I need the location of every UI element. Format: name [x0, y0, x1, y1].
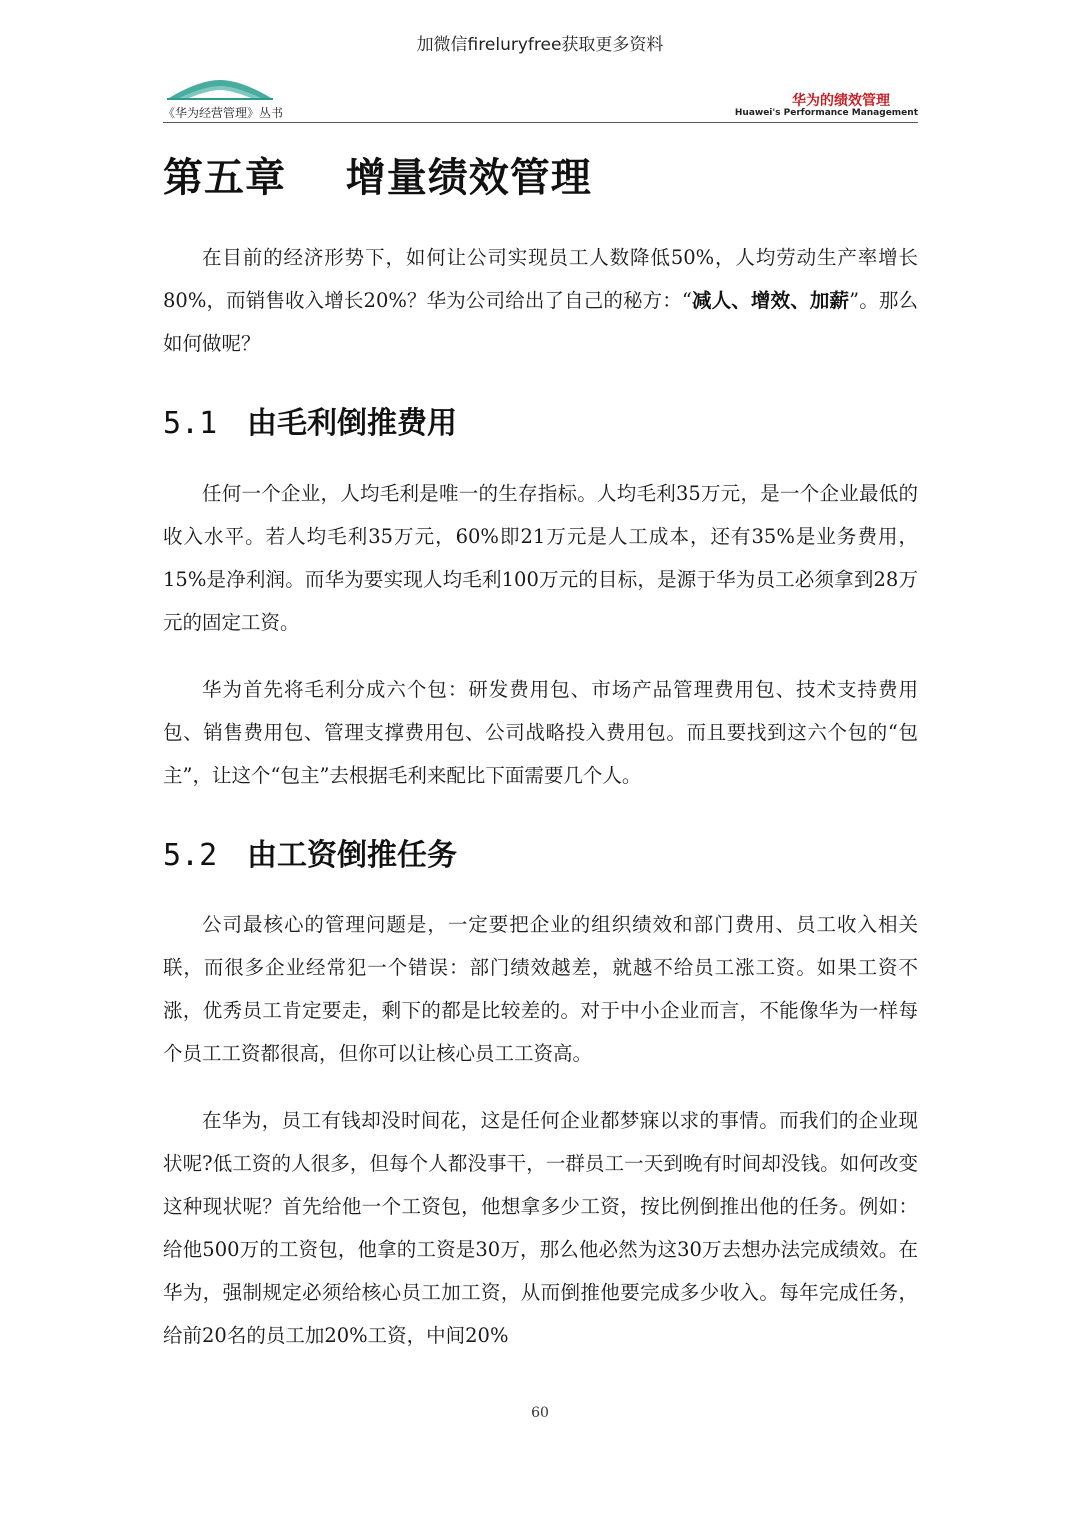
section-5-1-paragraph-1: 任何一个企业，人均毛利是唯一的生存指标。人均毛利35万元，是一个企业最低的收入水平。若人均毛利35万元，60%即21万元是人工成本，还有35%是业务费用，15%是净利润。而华为要实现人均毛利100万元的目标，是源于华为员工必须拿到28万元的固定工资。 — [163, 482, 918, 634]
watermark-text: 加微信fireluryfree获取更多资料 — [416, 35, 664, 55]
series-title: 《华为经营管理》丛书 — [163, 106, 284, 120]
section-heading-5-2 — [163, 830, 457, 874]
section-5-2-paragraph-1: 公司最核心的管理问题是，一定要把企业的组织绩效和部门费用、员工收入相关联，而很多企业经常犯一个错误：部门绩效越差，就越不给员工涨工资。如果工资不涨，优秀员工肯定要走，剩下的都是比较差的。对于中小企业而言，不能像华为一样每个员工工资都很高，但你可以让核心员工工资高。 — [163, 913, 918, 1065]
page-number: 60 — [531, 1405, 549, 1421]
intro-emphasis: 减人、增效、加薪 — [691, 289, 850, 312]
section-number: 5.2 — [163, 838, 218, 873]
section-title-text: 由工资倒推任务 — [247, 838, 457, 873]
section-5-1-paragraph-2: 华为首先将毛利分成六个包：研发费用包、市场产品管理费用包、技术支持费用包、销售费用包、管理支撑费用包、公司战略投入费用包。而且要找到这六个包的“包主”，让这个“包主”去根据毛利来配比下面需要几个人。 — [163, 678, 918, 787]
header-divider — [163, 122, 918, 123]
intro-text-before: 在目前的经济形势下，如何让公司实现员工人数降低50%，人均劳动生产率增长80%，而销售收入增长20%？华为公司给出了自己的秘方：“ — [163, 246, 918, 312]
page-header — [163, 74, 918, 124]
section-number: 5.1 — [163, 406, 218, 441]
intro-text-after: ”。那么如何做呢？ — [163, 289, 918, 355]
book-subtitle: Huawei's Performance Management — [734, 108, 918, 118]
section-title-text: 由毛利倒推费用 — [247, 406, 457, 441]
series-logo-icon — [165, 76, 275, 102]
chapter-intro-paragraph — [163, 236, 918, 365]
book-title: 华为的绩效管理 — [792, 93, 890, 109]
chapter-title: 第五章 增量绩效管理 — [163, 155, 592, 201]
section-heading-5-1 — [163, 398, 457, 442]
section-5-2-paragraph-2: 在华为，员工有钱却没时间花，这是任何企业都梦寐以求的事情。而我们的企业现状呢?低工资的人很多，但每个人都没事干，一群员工一天到晚有时间却没钱。如何改变这种现状呢？首先给他一个工资包，他想拿多少工资，按比例倒推出他的任务。例如：给他500万的工资包，他拿的工资是30万，那么他必然为这30万去想办法完成绩效。在华为，强制规定必须给核心员工加工资，从而倒推他要完成多少收入。每年完成任务，给前20名的员工加20%工资，中间20% — [163, 1109, 918, 1347]
